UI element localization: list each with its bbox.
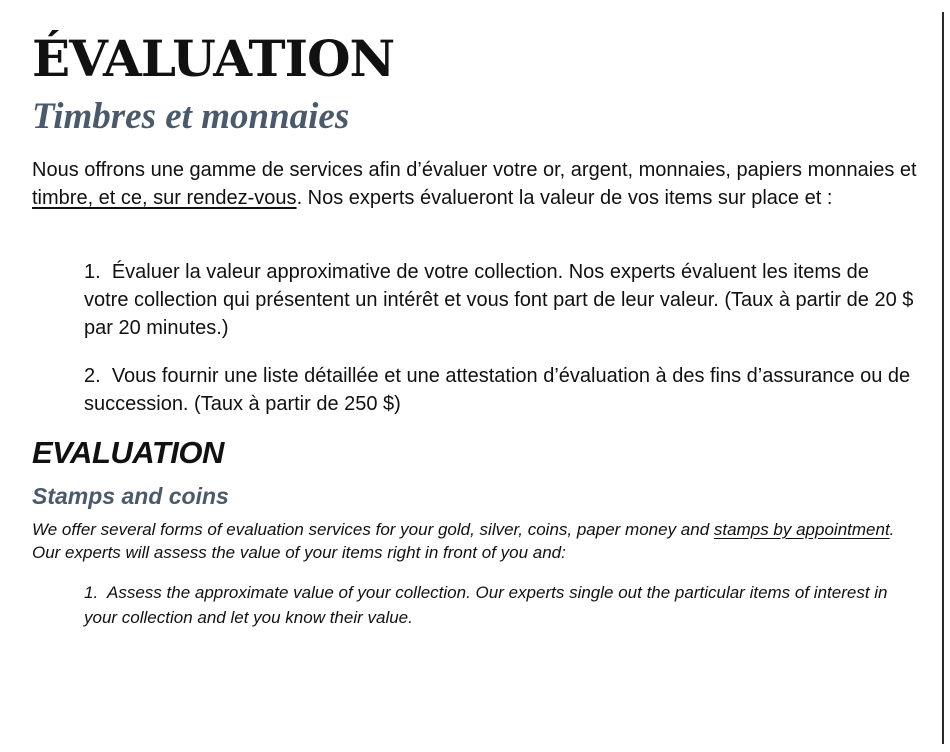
page-edge-rule [942, 12, 944, 744]
french-intro-paragraph [32, 156, 924, 212]
list-item-number: 1. [84, 583, 99, 602]
list-item-number: 1. [84, 261, 101, 283]
french-intro-underlined-text: timbre, et ce, sur rendez-vous [32, 187, 297, 209]
french-intro-text-end: . Nos experts évalueront la valeur de vos items sur place et : [296, 187, 833, 209]
list-item-text: Assess the approximate value of your collection. Our experts single out the particular items of interest in your collection and let you know their value. [84, 583, 888, 627]
english-subtitle: Stamps and coins [32, 483, 229, 509]
list-item-text: Vous fournir une liste détaillée et une attestation d’évaluation à des fins d’assurance ou de succession. (Taux à partir de 250 $) [84, 365, 911, 415]
english-title: EVALUATION [32, 435, 224, 470]
french-list-item [84, 258, 914, 342]
list-item-text: Évaluer la valeur approximative de votre collection. Nos experts évaluent les items de votre collection qui présentent un intérêt et vous font part de leur valeur. (Taux à partir de 20 $ par 20 minutes.) [84, 261, 914, 339]
french-subtitle: Timbres et monnaies [32, 96, 350, 137]
french-title: ÉVALUATION [32, 29, 395, 88]
english-intro-underlined-text: stamps by appointment [713, 520, 890, 539]
english-intro-text-end: . Our experts will assess the value of your items right in front of you and: [32, 520, 895, 562]
english-intro-paragraph [32, 518, 927, 564]
english-list-item [84, 580, 914, 630]
list-item-number: 2. [84, 365, 101, 387]
french-intro-text-start: Nous offrons une gamme de services afin d’évaluer votre or, argent, monnaies, papiers monnaies et [32, 159, 917, 181]
english-intro-text-start: We offer several forms of evaluation services for your gold, silver, coins, paper money and [32, 520, 714, 539]
french-list-item [84, 362, 914, 418]
